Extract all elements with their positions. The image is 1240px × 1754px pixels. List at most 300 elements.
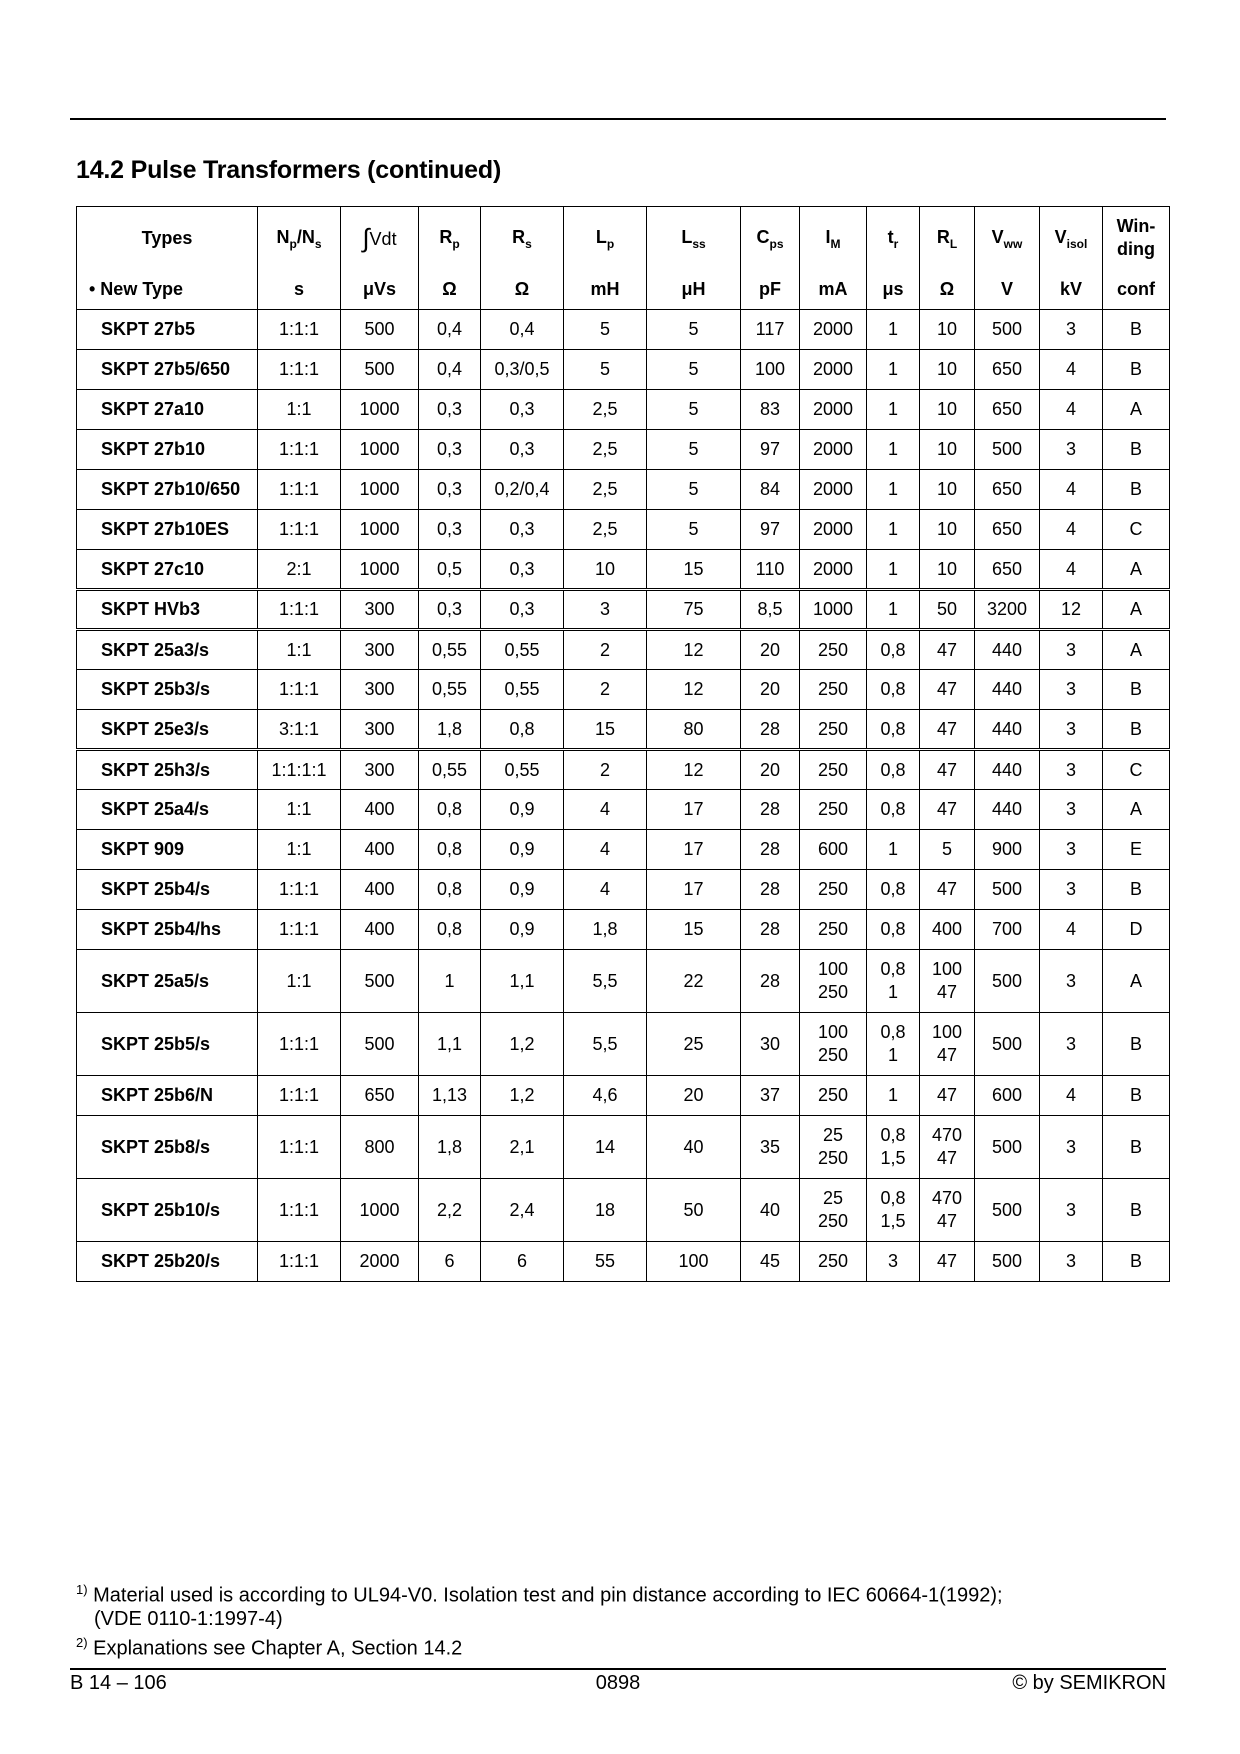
cell-tr: 0,8 1 [867, 950, 920, 1013]
cell-np: 1:1:1 [258, 910, 341, 950]
table-row [77, 830, 1170, 870]
table-row [77, 390, 1170, 430]
table-row [77, 870, 1170, 910]
cell-im: 250 [800, 670, 867, 710]
cell-rl: 47 [920, 630, 975, 670]
cell-im: 250 [800, 750, 867, 790]
unit-im: mA [800, 269, 867, 310]
cell-vdt: 500 [341, 950, 419, 1013]
cell-visol: 3 [1040, 1116, 1103, 1179]
cell-cps: 28 [741, 910, 800, 950]
cell-cps: 97 [741, 510, 800, 550]
cell-im: 600 [800, 830, 867, 870]
cell-lss: 15 [647, 550, 741, 590]
top-rule [70, 118, 1166, 120]
cell-lss: 100 [647, 1242, 741, 1282]
table-row [77, 1179, 1170, 1242]
cell-lp: 1,8 [564, 910, 647, 950]
cell-rp: 0,8 [419, 910, 481, 950]
cell-tr: 0,8 [867, 750, 920, 790]
col-header-tr: $t_r$ [867, 207, 920, 270]
cell-lp: 3 [564, 590, 647, 630]
cell-rp: 1,1 [419, 1013, 481, 1076]
cell-np: 1:1:1:1 [258, 750, 341, 790]
header-units-row [77, 269, 1170, 310]
cell-rs: 0,8 [481, 710, 564, 750]
cell-vdt: 400 [341, 790, 419, 830]
cell-vww: 900 [975, 830, 1040, 870]
cell-tr: 0,8 [867, 910, 920, 950]
cell-im: 2000 [800, 310, 867, 350]
cell-tr: 0,8 1 [867, 1013, 920, 1076]
cell-tr: 0,8 1,5 [867, 1116, 920, 1179]
cell-wind: B [1103, 710, 1170, 750]
cell-tr: 1 [867, 430, 920, 470]
cell-vdt: 1000 [341, 390, 419, 430]
cell-np: 1:1:1 [258, 510, 341, 550]
cell-rp: 0,3 [419, 510, 481, 550]
cell-rs: 2,1 [481, 1116, 564, 1179]
cell-lss: 12 [647, 630, 741, 670]
cell-lp: 4 [564, 790, 647, 830]
cell-lp: 14 [564, 1116, 647, 1179]
cell-type: SKPT 25b5/s [77, 1013, 258, 1076]
unit-lp: mH [564, 269, 647, 310]
cell-visol: 3 [1040, 790, 1103, 830]
cell-lp: 2,5 [564, 430, 647, 470]
cell-np: 1:1:1 [258, 310, 341, 350]
cell-lp: 10 [564, 550, 647, 590]
unit-vdt: μVs [341, 269, 419, 310]
cell-type: SKPT 27a10 [77, 390, 258, 430]
cell-im: 2000 [800, 510, 867, 550]
cell-vww: 650 [975, 470, 1040, 510]
page-number: B 14 – 106 [70, 1672, 167, 1694]
cell-visol: 3 [1040, 670, 1103, 710]
bottom-rule [70, 1668, 1166, 1670]
cell-lp: 2 [564, 750, 647, 790]
col-header-vdt: ∫Vdt [341, 207, 419, 270]
col-header-rs: $R_s$ [481, 207, 564, 270]
header-symbols-row [77, 207, 1170, 270]
cell-wind: A [1103, 590, 1170, 630]
cell-rl: 470 47 [920, 1179, 975, 1242]
unit-winding: conf [1103, 269, 1170, 310]
table-row [77, 910, 1170, 950]
cell-visol: 4 [1040, 550, 1103, 590]
cell-rl: 10 [920, 430, 975, 470]
cell-rs: 2,4 [481, 1179, 564, 1242]
footnote-1-continued: (VDE 0110-1:1997-4) [94, 1607, 283, 1630]
cell-wind: B [1103, 1242, 1170, 1282]
unit-rl: Ω [920, 269, 975, 310]
cell-lp: 4,6 [564, 1076, 647, 1116]
cell-cps: 84 [741, 470, 800, 510]
cell-np: 1:1:1 [258, 1179, 341, 1242]
cell-tr: 0,8 [867, 630, 920, 670]
col-header-cps: $C_{ps}$ [741, 207, 800, 270]
cell-lss: 15 [647, 910, 741, 950]
cell-lp: 18 [564, 1179, 647, 1242]
doc-code: 0898 [595, 1672, 641, 1694]
cell-rs: 0,3 [481, 590, 564, 630]
table-row [77, 790, 1170, 830]
unit-rp: Ω [419, 269, 481, 310]
table-row [77, 710, 1170, 750]
col-header-new-type: • New Type [77, 269, 258, 310]
cell-wind: D [1103, 910, 1170, 950]
table-row [77, 550, 1170, 590]
cell-visol: 4 [1040, 1076, 1103, 1116]
col-header-im: $I_M$ [800, 207, 867, 270]
cell-im: 2000 [800, 470, 867, 510]
cell-cps: 100 [741, 350, 800, 390]
footnote-1: $^{1)}$ Material used is according to UL94-V0. Isolation test and pin distance according to IEC 60664-1(1992); [76, 1582, 1003, 1607]
cell-rl: 47 [920, 750, 975, 790]
cell-vww: 650 [975, 350, 1040, 390]
cell-visol: 4 [1040, 350, 1103, 390]
unit-visol: kV [1040, 269, 1103, 310]
col-header-lss: $L_{ss}$ [647, 207, 741, 270]
cell-rp: 1,8 [419, 710, 481, 750]
cell-lp: 2,5 [564, 390, 647, 430]
cell-rl: 100 47 [920, 1013, 975, 1076]
cell-vdt: 1000 [341, 1179, 419, 1242]
cell-cps: 30 [741, 1013, 800, 1076]
cell-vww: 440 [975, 790, 1040, 830]
cell-rl: 10 [920, 350, 975, 390]
cell-rs: 0,3 [481, 390, 564, 430]
cell-im: 250 [800, 630, 867, 670]
cell-lp: 5 [564, 350, 647, 390]
cell-np: 2:1 [258, 550, 341, 590]
cell-vww: 500 [975, 1179, 1040, 1242]
cell-lss: 25 [647, 1013, 741, 1076]
table-body [77, 310, 1170, 1282]
cell-rs: 1,1 [481, 950, 564, 1013]
cell-rl: 10 [920, 510, 975, 550]
cell-lss: 12 [647, 750, 741, 790]
cell-rp: 6 [419, 1242, 481, 1282]
cell-lp: 5,5 [564, 950, 647, 1013]
cell-lss: 5 [647, 390, 741, 430]
cell-cps: 20 [741, 750, 800, 790]
cell-tr: 1 [867, 350, 920, 390]
cell-vww: 500 [975, 1013, 1040, 1076]
cell-im: 2000 [800, 350, 867, 390]
table-row [77, 510, 1170, 550]
cell-visol: 3 [1040, 950, 1103, 1013]
cell-visol: 3 [1040, 710, 1103, 750]
cell-lp: 5,5 [564, 1013, 647, 1076]
cell-lss: 12 [647, 670, 741, 710]
cell-tr: 1 [867, 590, 920, 630]
cell-tr: 3 [867, 1242, 920, 1282]
cell-vdt: 500 [341, 350, 419, 390]
cell-vdt: 300 [341, 590, 419, 630]
cell-np: 1:1:1 [258, 1076, 341, 1116]
cell-lss: 5 [647, 470, 741, 510]
cell-visol: 3 [1040, 830, 1103, 870]
cell-cps: 28 [741, 950, 800, 1013]
cell-im: 250 [800, 910, 867, 950]
cell-rs: 0,9 [481, 910, 564, 950]
cell-vww: 500 [975, 950, 1040, 1013]
cell-rl: 47 [920, 670, 975, 710]
cell-cps: 8,5 [741, 590, 800, 630]
cell-visol: 3 [1040, 1013, 1103, 1076]
cell-tr: 1 [867, 1076, 920, 1116]
cell-visol: 3 [1040, 750, 1103, 790]
cell-lss: 17 [647, 830, 741, 870]
cell-cps: 20 [741, 630, 800, 670]
cell-lp: 5 [564, 310, 647, 350]
cell-vww: 500 [975, 310, 1040, 350]
cell-im: 2000 [800, 550, 867, 590]
cell-np: 1:1:1 [258, 470, 341, 510]
cell-wind: E [1103, 830, 1170, 870]
cell-rp: 0,8 [419, 870, 481, 910]
cell-rp: 0,4 [419, 350, 481, 390]
cell-rs: 0,55 [481, 750, 564, 790]
cell-vdt: 2000 [341, 1242, 419, 1282]
cell-rl: 470 47 [920, 1116, 975, 1179]
cell-lss: 5 [647, 350, 741, 390]
cell-tr: 0,8 [867, 790, 920, 830]
cell-rl: 47 [920, 1242, 975, 1282]
cell-vww: 440 [975, 710, 1040, 750]
cell-type: SKPT 25b8/s [77, 1116, 258, 1179]
cell-im: 100 250 [800, 1013, 867, 1076]
cell-wind: B [1103, 1179, 1170, 1242]
cell-cps: 45 [741, 1242, 800, 1282]
cell-np: 1:1:1 [258, 1013, 341, 1076]
cell-rp: 1 [419, 950, 481, 1013]
unit-rs: Ω [481, 269, 564, 310]
table-row [77, 310, 1170, 350]
cell-rp: 0,3 [419, 430, 481, 470]
footnotes [76, 1578, 1003, 1660]
cell-im: 1000 [800, 590, 867, 630]
cell-vdt: 300 [341, 710, 419, 750]
cell-lss: 5 [647, 430, 741, 470]
cell-cps: 28 [741, 830, 800, 870]
cell-np: 1:1 [258, 830, 341, 870]
cell-cps: 83 [741, 390, 800, 430]
cell-visol: 3 [1040, 870, 1103, 910]
col-header-winding: Win- ding [1103, 207, 1170, 270]
cell-type: SKPT 25b6/N [77, 1076, 258, 1116]
cell-wind: A [1103, 550, 1170, 590]
cell-np: 1:1 [258, 790, 341, 830]
cell-type: SKPT 27b5 [77, 310, 258, 350]
cell-cps: 20 [741, 670, 800, 710]
cell-type: SKPT 25b20/s [77, 1242, 258, 1282]
unit-lss: μH [647, 269, 741, 310]
cell-lp: 2 [564, 670, 647, 710]
cell-vdt: 300 [341, 750, 419, 790]
cell-rp: 0,3 [419, 390, 481, 430]
cell-visol: 4 [1040, 390, 1103, 430]
cell-vdt: 1000 [341, 430, 419, 470]
cell-wind: B [1103, 870, 1170, 910]
cell-cps: 97 [741, 430, 800, 470]
cell-type: SKPT 27c10 [77, 550, 258, 590]
cell-rs: 0,2/0,4 [481, 470, 564, 510]
cell-cps: 28 [741, 790, 800, 830]
cell-im: 250 [800, 1076, 867, 1116]
cell-lp: 4 [564, 870, 647, 910]
cell-rl: 5 [920, 830, 975, 870]
cell-vdt: 400 [341, 870, 419, 910]
cell-lp: 4 [564, 830, 647, 870]
cell-type: SKPT 25a3/s [77, 630, 258, 670]
cell-wind: C [1103, 510, 1170, 550]
cell-wind: B [1103, 350, 1170, 390]
cell-type: SKPT 25b4/s [77, 870, 258, 910]
cell-cps: 110 [741, 550, 800, 590]
cell-wind: A [1103, 390, 1170, 430]
cell-type: SKPT 27b10ES [77, 510, 258, 550]
cell-rl: 400 [920, 910, 975, 950]
cell-wind: B [1103, 1013, 1170, 1076]
cell-vww: 500 [975, 430, 1040, 470]
cell-rl: 10 [920, 310, 975, 350]
unit-cps: pF [741, 269, 800, 310]
cell-rp: 2,2 [419, 1179, 481, 1242]
cell-vdt: 500 [341, 1013, 419, 1076]
cell-wind: B [1103, 1116, 1170, 1179]
cell-rs: 0,9 [481, 790, 564, 830]
cell-type: SKPT 25a4/s [77, 790, 258, 830]
cell-wind: A [1103, 790, 1170, 830]
cell-wind: B [1103, 470, 1170, 510]
unit-tr: μs [867, 269, 920, 310]
cell-visol: 4 [1040, 470, 1103, 510]
cell-vdt: 300 [341, 630, 419, 670]
cell-cps: 117 [741, 310, 800, 350]
cell-rp: 1,13 [419, 1076, 481, 1116]
col-header-lp: $L_p$ [564, 207, 647, 270]
col-header-rl: $R_L$ [920, 207, 975, 270]
cell-vww: 700 [975, 910, 1040, 950]
cell-rl: 47 [920, 870, 975, 910]
cell-vdt: 400 [341, 830, 419, 870]
cell-np: 1:1:1 [258, 430, 341, 470]
cell-visol: 12 [1040, 590, 1103, 630]
cell-tr: 1 [867, 510, 920, 550]
cell-rl: 10 [920, 550, 975, 590]
cell-type: SKPT 909 [77, 830, 258, 870]
cell-rp: 0,4 [419, 310, 481, 350]
cell-rl: 100 47 [920, 950, 975, 1013]
cell-rl: 10 [920, 470, 975, 510]
cell-lss: 80 [647, 710, 741, 750]
cell-vdt: 800 [341, 1116, 419, 1179]
table-row [77, 590, 1170, 630]
cell-lss: 40 [647, 1116, 741, 1179]
cell-rs: 0,3 [481, 550, 564, 590]
cell-wind: C [1103, 750, 1170, 790]
footnote-2: $^{2)}$ Explanations see Chapter A, Section 14.2 [76, 1634, 463, 1660]
col-header-rp: $R_p$ [419, 207, 481, 270]
integral-icon: ∫ [362, 223, 370, 253]
cell-type: SKPT 25h3/s [77, 750, 258, 790]
cell-np: 1:1:1 [258, 1116, 341, 1179]
cell-visol: 3 [1040, 1179, 1103, 1242]
cell-np: 1:1 [258, 390, 341, 430]
cell-visol: 3 [1040, 310, 1103, 350]
table-row [77, 670, 1170, 710]
cell-rp: 0,5 [419, 550, 481, 590]
cell-type: SKPT 25b3/s [77, 670, 258, 710]
cell-cps: 28 [741, 710, 800, 750]
table-row [77, 470, 1170, 510]
table-row [77, 1116, 1170, 1179]
col-header-np-ns: $N_p/N_s$ [258, 207, 341, 270]
cell-lss: 22 [647, 950, 741, 1013]
cell-rs: 0,4 [481, 310, 564, 350]
table-row [77, 750, 1170, 790]
cell-lss: 17 [647, 870, 741, 910]
cell-cps: 35 [741, 1116, 800, 1179]
cell-tr: 0,8 [867, 670, 920, 710]
cell-lp: 2 [564, 630, 647, 670]
cell-visol: 4 [1040, 510, 1103, 550]
cell-wind: A [1103, 630, 1170, 670]
cell-type: SKPT 27b10/650 [77, 470, 258, 510]
cell-vww: 650 [975, 390, 1040, 430]
cell-type: SKPT 25b10/s [77, 1179, 258, 1242]
cell-type: SKPT 27b10 [77, 430, 258, 470]
cell-vww: 440 [975, 750, 1040, 790]
cell-vww: 650 [975, 550, 1040, 590]
cell-rs: 0,55 [481, 670, 564, 710]
cell-rs: 0,9 [481, 870, 564, 910]
cell-rp: 0,8 [419, 830, 481, 870]
col-header-types: Types [77, 207, 258, 270]
cell-vdt: 300 [341, 670, 419, 710]
cell-rp: 0,3 [419, 590, 481, 630]
cell-visol: 3 [1040, 430, 1103, 470]
table-row [77, 950, 1170, 1013]
cell-visol: 3 [1040, 1242, 1103, 1282]
cell-im: 250 [800, 790, 867, 830]
cell-type: SKPT HVb3 [77, 590, 258, 630]
cell-tr: 0,8 [867, 870, 920, 910]
cell-cps: 40 [741, 1179, 800, 1242]
cell-rp: 0,8 [419, 790, 481, 830]
cell-rs: 0,55 [481, 630, 564, 670]
unit-vww: V [975, 269, 1040, 310]
cell-rl: 50 [920, 590, 975, 630]
table-row [77, 430, 1170, 470]
cell-wind: B [1103, 1076, 1170, 1116]
cell-vdt: 1000 [341, 470, 419, 510]
cell-im: 25 250 [800, 1116, 867, 1179]
cell-np: 1:1:1 [258, 590, 341, 630]
cell-im: 250 [800, 1242, 867, 1282]
cell-np: 1:1:1 [258, 350, 341, 390]
cell-rs: 0,3 [481, 430, 564, 470]
cell-type: SKPT 25e3/s [77, 710, 258, 750]
cell-np: 1:1:1 [258, 1242, 341, 1282]
cell-tr: 1 [867, 830, 920, 870]
cell-type: SKPT 27b5/650 [77, 350, 258, 390]
cell-np: 1:1 [258, 630, 341, 670]
cell-rl: 47 [920, 710, 975, 750]
cell-visol: 3 [1040, 630, 1103, 670]
